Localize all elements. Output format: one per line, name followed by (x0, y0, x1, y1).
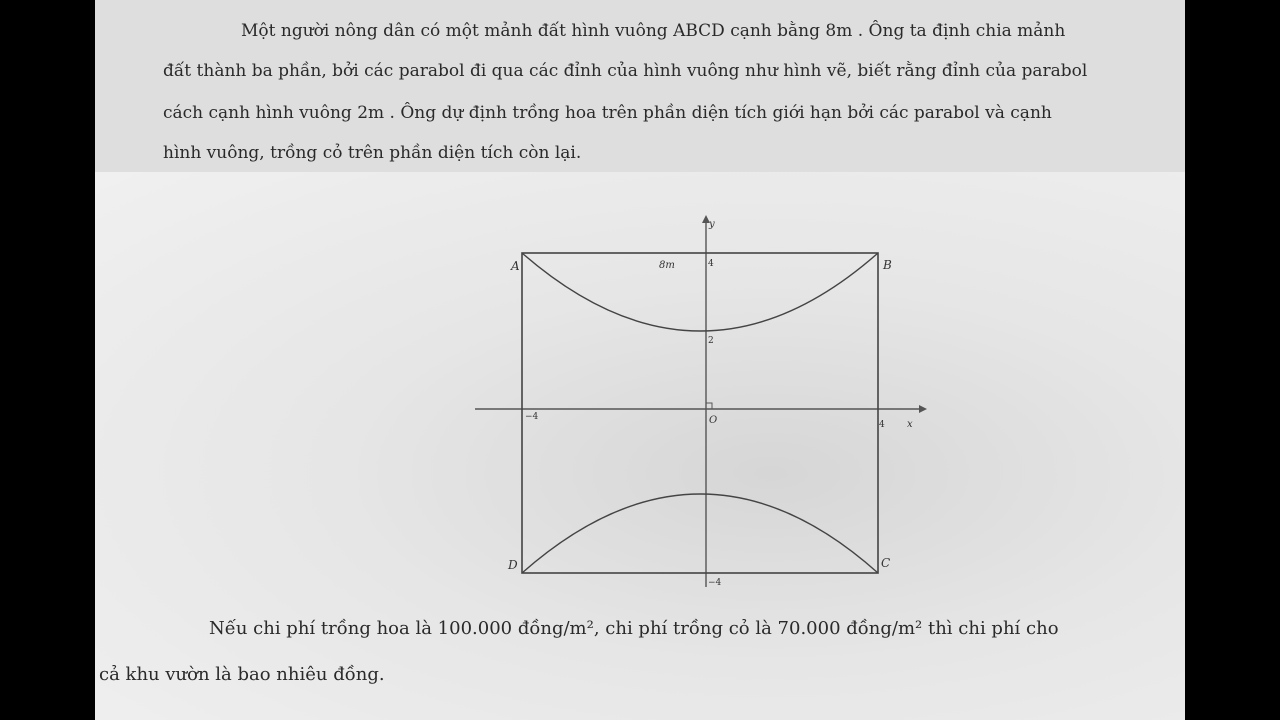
y-tick-4: 4 (708, 259, 714, 269)
problem-line-1: Một người nông dân có một mảnh đất hình vuông ABCD cạnh bằng 8m . Ông ta định chia mảnh (241, 21, 1066, 41)
x-tick-pos-4: 4 (879, 420, 885, 430)
x-axis-label: x (907, 419, 913, 430)
question-line-1: Nếu chi phí trồng hoa là 100.000 đồng/m², chi phí trồng cỏ là 70.000 đồng/m² thì chi phí cho (209, 618, 1059, 639)
upper-parabola (522, 253, 878, 331)
x-axis-arrow (919, 405, 927, 413)
y-tick-neg-4: −4 (708, 578, 722, 588)
side-length-label: 8m (659, 260, 675, 271)
vertex-b-label: B (883, 258, 892, 272)
x-tick-neg-4: −4 (525, 412, 539, 422)
question-line-2: cả khu vườn là bao nhiêu đồng. (99, 664, 385, 685)
problem-line-2: đất thành ba phần, bởi các parabol đi qua các đỉnh của hình vuông như hình vẽ, biết rằng đỉnh của parabol (163, 61, 1088, 81)
vertex-d-label: D (508, 558, 518, 572)
vertex-c-label: C (881, 556, 891, 570)
figure-svg (475, 205, 935, 595)
document-page (95, 0, 1185, 720)
right-angle-mark (706, 403, 712, 409)
origin-label: O (709, 415, 718, 426)
problem-line-4: hình vuông, trồng cỏ trên phần diện tích còn lại. (163, 143, 582, 163)
y-axis-label: y (709, 219, 715, 230)
lower-parabola (522, 494, 878, 573)
square-abcd (522, 253, 878, 573)
vertex-a-label: A (511, 259, 520, 273)
problem-line-3: cách cạnh hình vuông 2m . Ông dự định trồng hoa trên phần diện tích giới hạn bởi các parabol và cạnh (163, 103, 1052, 123)
y-tick-2: 2 (708, 336, 714, 346)
parabola-figure (475, 205, 935, 599)
